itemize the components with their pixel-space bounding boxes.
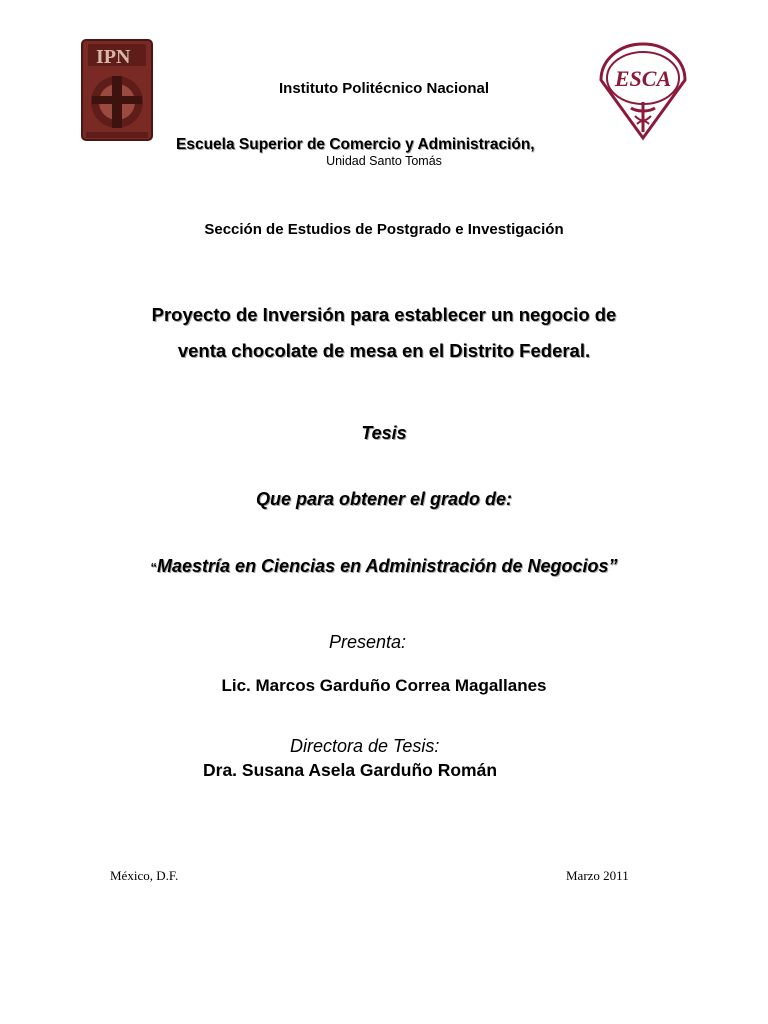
- author-name: Lic. Marcos Garduño Correa Magallanes: [221, 676, 547, 695]
- unit-name: Unidad Santo Tomás: [326, 154, 442, 168]
- svg-text:IPN: IPN: [96, 46, 131, 68]
- grade-intro: Que para obtener el grado de:: [255, 489, 513, 509]
- date-text: Marzo 2011: [566, 868, 629, 883]
- school-name: Escuela Superior de Comercio y Administración,: [176, 136, 535, 153]
- director-label: Directora de Tesis:: [290, 736, 440, 756]
- degree-text: Maestría en Ciencias en Administración de Negocios”: [157, 556, 618, 576]
- thesis-label: Tesis: [361, 423, 407, 443]
- institute-name: Instituto Politécnico Nacional: [278, 80, 490, 97]
- svg-text:ESCA: ESCA: [614, 66, 672, 91]
- thesis-title-line2: venta chocolate de mesa en el Distrito Federal.: [177, 340, 591, 361]
- director-name: Dra. Susana Asela Garduño Román: [203, 760, 498, 780]
- section-name: Sección de Estudios de Postgrado e Investigación: [204, 221, 564, 238]
- open-quote: “: [150, 560, 158, 575]
- degree-name: [0, 556, 768, 577]
- place-text: México, D.F.: [110, 868, 179, 883]
- thesis-title-line1: Proyecto de Inversión para establecer un negocio de: [151, 304, 617, 325]
- presenter-label: Presenta:: [329, 632, 407, 652]
